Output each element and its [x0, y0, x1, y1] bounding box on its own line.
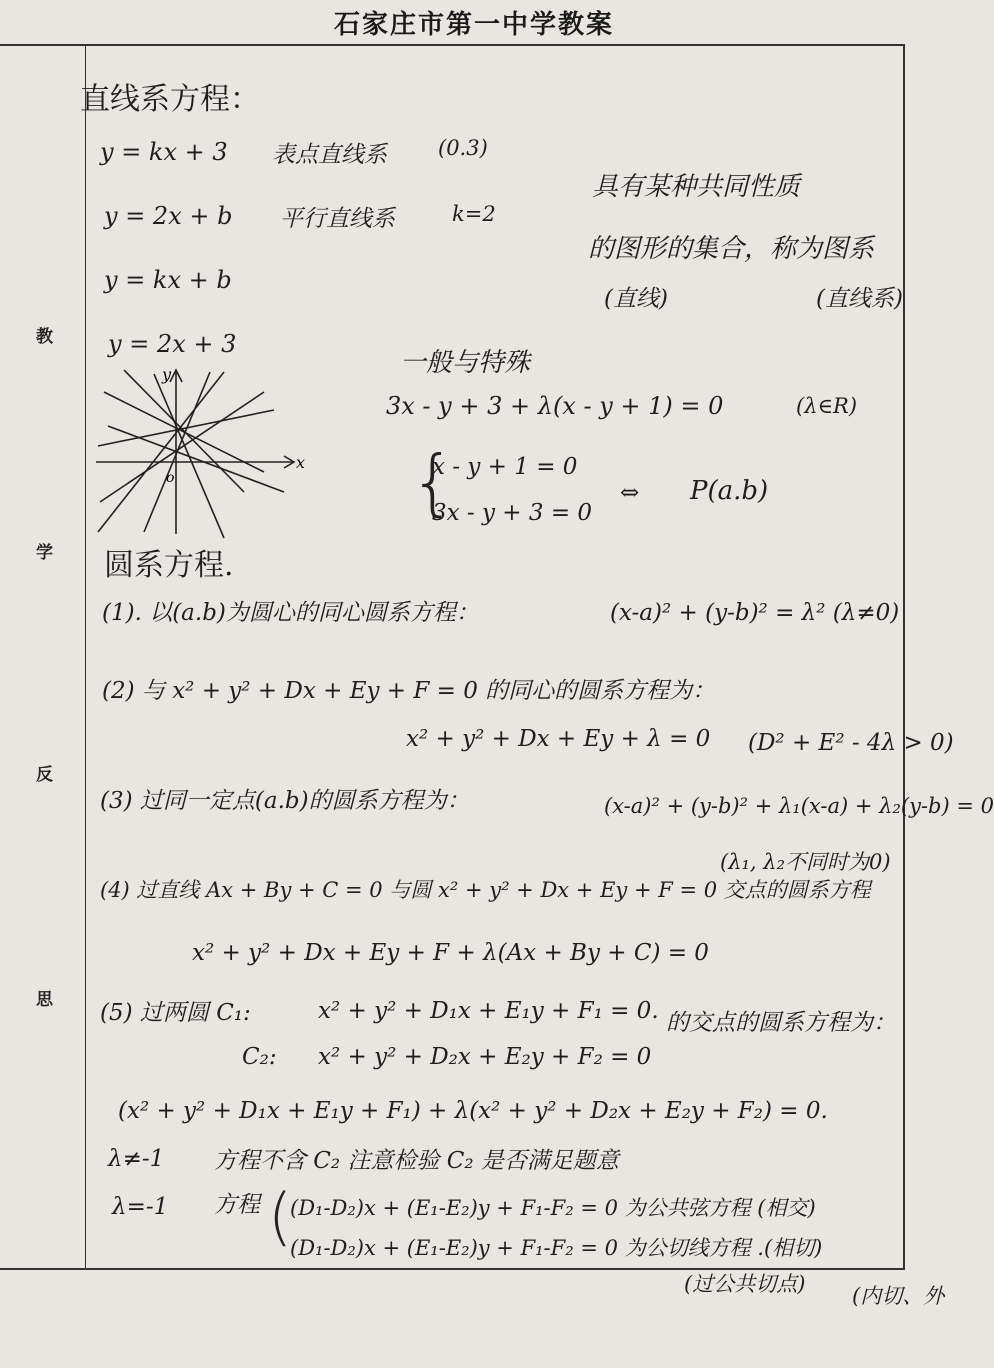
line-eq-1-point: (0.3) — [438, 136, 488, 160]
combined-line-condition: (λ∈R) — [796, 394, 858, 418]
case-1-text: 方程不含 C₂ 注意检验 C₂ 是否满足题意 — [214, 1148, 619, 1174]
circle-item-3-label: (3) 过同一定点(a.b)的圆系方程为： — [100, 788, 470, 814]
case-2-line-2: (D₁-D₂)x + (E₁-E₂)y + F₁-F₂ = 0 为公切线方程 .(相切) — [290, 1236, 823, 1260]
definition-line-4: (直线系) — [816, 286, 903, 312]
combined-line-equation: 3x - y + 3 + λ(x - y + 1) = 0 — [386, 392, 724, 420]
line-eq-4: y = 2x + 3 — [108, 330, 237, 358]
definition-line-3: (直线) — [604, 286, 668, 312]
system-eq-1: x - y + 1 = 0 — [432, 454, 578, 480]
side-label-xue: 学 — [36, 543, 53, 563]
sketch-line-a — [98, 410, 274, 446]
circle-item-2-condition: (D² + E² - 4λ > 0) — [748, 730, 954, 756]
case-2-lambda: λ=-1 — [112, 1194, 169, 1220]
circle-item-3-equation: (x-a)² + (y-b)² + λ₁(x-a) + λ₂(y-b) = 0 — [604, 794, 994, 818]
case-1-lambda: λ≠-1 — [108, 1146, 165, 1172]
note-tangent-point: (过公共切点) — [684, 1272, 806, 1296]
circle-item-5-label: (5) 过两圆 C₁: — [100, 1000, 251, 1026]
circle-item-5-equation: (x² + y² + D₁x + E₁y + F₁) + λ(x² + y² + D₂x + E₂y + F₂) = 0. — [118, 1098, 828, 1124]
side-label-si: 思 — [36, 990, 53, 1010]
circle-family-title: 圆系方程. — [104, 548, 234, 583]
sketch-line-d — [100, 392, 264, 502]
line-family-sketch — [94, 362, 314, 540]
equivalence-symbol: ⇔ — [620, 480, 640, 506]
page-title: 石家庄市第一中学教案 — [333, 10, 614, 40]
circle-item-2-equation: x² + y² + Dx + Ey + λ = 0 — [406, 726, 711, 752]
sketch-x-label: x — [296, 453, 306, 472]
sketch-origin-label: o — [166, 470, 175, 486]
fixed-point: P(a.b) — [690, 476, 769, 506]
note-inner-outer: (内切、外 — [852, 1284, 945, 1308]
side-column — [0, 44, 86, 1270]
side-label-jiao: 教 — [36, 327, 53, 347]
circle-item-5-c2-label: C₂: — [242, 1044, 277, 1070]
circle-item-3-condition: (λ₁, λ₂不同时为0) — [720, 850, 891, 874]
circle-item-5-c2: x² + y² + D₂x + E₂y + F₂ = 0 — [318, 1044, 652, 1070]
line-eq-1-note: 表点直线系 — [272, 142, 387, 168]
sketch-y-label: y — [162, 365, 172, 384]
definition-line-2: 的图形的集合，称为图系 — [588, 234, 875, 264]
circle-item-4-equation: x² + y² + Dx + Ey + F + λ(Ax + By + C) = 0 — [192, 940, 709, 966]
sketch-line-h — [108, 426, 284, 492]
circle-item-5-c1: x² + y² + D₁x + E₁y + F₁ = 0. — [318, 998, 659, 1024]
circle-item-5-tail: 的交点的圆系方程为： — [666, 1010, 896, 1036]
circle-item-2-label: (2) 与 x² + y² + Dx + Ey + F = 0 的同心的圆系方程为： — [102, 678, 716, 704]
circle-item-1-equation: (x-a)² + (y-b)² = λ² (λ≠0) — [610, 600, 900, 626]
circle-item-4-label: (4) 过直线 Ax + By + C = 0 与圆 x² + y² + Dx + Ey + F = 0 交点的圆系方程 — [100, 878, 871, 902]
case-2-paren: ( — [268, 1180, 293, 1253]
case-2-word: 方程 — [214, 1192, 260, 1218]
line-eq-2-k: k=2 — [452, 202, 496, 226]
line-eq-1: y = kx + 3 — [100, 138, 228, 166]
circle-item-1-label: (1). 以(a.b)为圆心的同心圆系方程： — [102, 600, 479, 626]
line-eq-3: y = kx + b — [104, 266, 232, 294]
general-special-heading: 一般与特殊 — [400, 348, 531, 378]
system-eq-2: 3x - y + 3 = 0 — [432, 500, 593, 526]
system-brace: { — [410, 440, 456, 524]
line-eq-2-note: 平行直线系 — [280, 206, 395, 232]
case-2-line-1: (D₁-D₂)x + (E₁-E₂)y + F₁-F₂ = 0 为公共弦方程 (相交) — [290, 1196, 816, 1220]
line-family-title: 直线系方程： — [80, 82, 260, 117]
definition-line-1: 具有某种共同性质 — [592, 172, 801, 202]
line-eq-2: y = 2x + b — [104, 202, 233, 230]
side-label-fan: 反 — [36, 765, 53, 785]
